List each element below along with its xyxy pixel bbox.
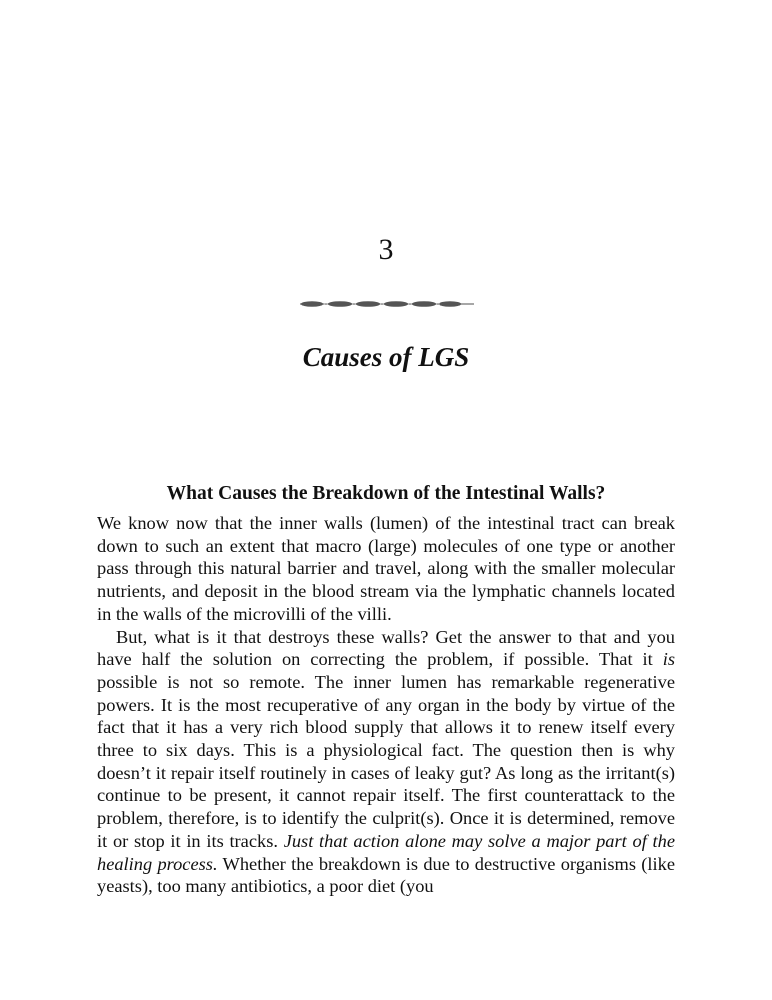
paragraph-1: We know now that the inner walls (lumen) of the intestinal tract can break down to such an extent that macro (large) molecules of one type or another pass through this natural barrier and travel, along with the smaller molecular nutrients, and deposit in the blood stream via the lymphatic channels located in the walls of the microvilli of the villi. (97, 513, 675, 624)
paragraph-2-text-part-1: But, what is it that destroys these walls? Get the answer to that and you have half the solution on correcting the problem, if possible. That it (97, 626, 675, 670)
paragraph-2 (97, 626, 675, 898)
paragraph-2-emphasis-healing: Just that action alone may solve a major part of the healing process. (97, 830, 675, 874)
body-text (97, 512, 675, 898)
chapter-ornament-divider (296, 297, 478, 311)
paragraph-2-emphasis-is: is (662, 649, 675, 670)
chapter-title: Causes of LGS (302, 342, 470, 372)
paragraph-2-text-part-3: Whether the breakdown is due to destructive organisms (like yeasts), too many antibiotics, a poor diet (you (97, 853, 675, 897)
section-heading: What Causes the Breakdown of the Intestinal Walls? (166, 483, 606, 504)
paragraph-2-text-part-2: possible is not so remote. The inner lumen has remarkable regenerative powers. It is the most recuperative of any organ in the body by virtue of the fact that it has a very rich blood supply that allows it to renew itself every three to six days. This is a physiological fact. The question then is why doesn’t it repair itself routinely in cases of leaky gut? As long as the irritant(s) continue to be present, it cannot repair itself. The first counterattack to the problem, therefore, is to identify the culprit(s). Once it is determined, remove it or stop it in its tracks. (97, 671, 675, 851)
chapter-number: 3 (378, 233, 394, 266)
